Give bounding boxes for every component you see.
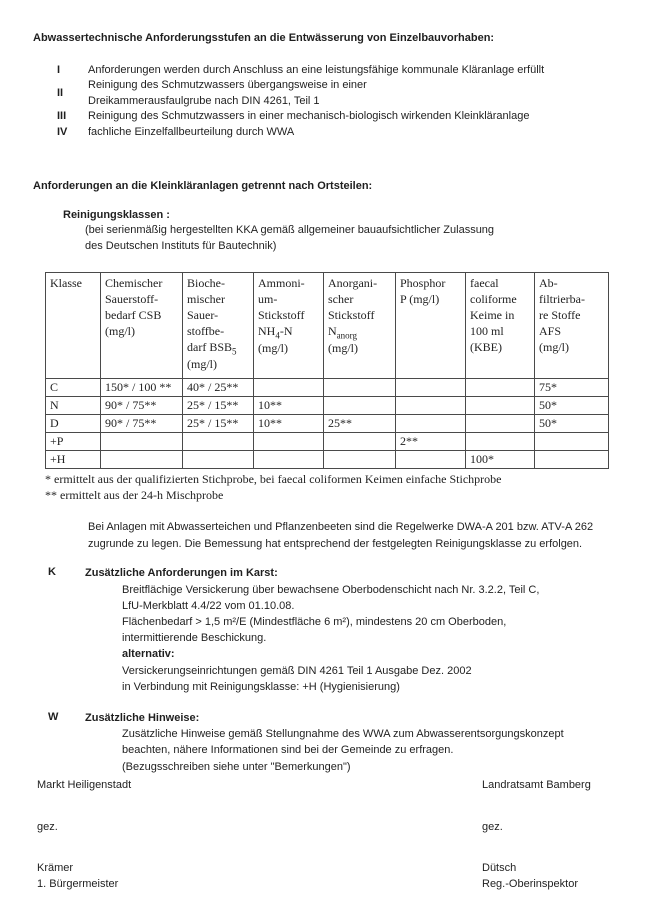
cell-bsb xyxy=(183,433,254,451)
signature-role: 1. Bürgermeister xyxy=(37,877,119,890)
cell-nh4: 10** xyxy=(254,397,324,415)
col-header-klasse: Klasse xyxy=(46,273,101,379)
signature-org: Landratsamt Bamberg xyxy=(482,779,591,791)
col-header-nanorg: Anorgani- scher Stickstoff $N_{anorg}$ (mg/l) xyxy=(324,273,396,379)
cell-nh4 xyxy=(254,379,324,397)
karst-section xyxy=(33,565,640,695)
section-letter-w: W xyxy=(48,711,59,724)
reinigungsklassen-note xyxy=(85,223,640,254)
table-row xyxy=(46,451,609,469)
document-title: Abwassertechnische Anforderungsstufen an die Entwässerung von Einzelbauvorhaben: xyxy=(33,32,495,44)
col-header-csb: Chemischer Sauerstoff- bedarf CSB (mg/l) xyxy=(101,273,183,379)
karst-line: in Verbindung mit Reinigungsklasse: +H (Hygienisierung) xyxy=(122,680,400,693)
cell-faecal xyxy=(466,433,535,451)
table-row xyxy=(46,379,609,397)
signature-gez: gez. xyxy=(37,820,58,833)
cell-faecal: 100* xyxy=(466,451,535,469)
hinweise-line: Zusätzliche Hinweise gemäß Stellungnahme des WWA zum Abwasserentsorgungskonzept xyxy=(122,728,564,741)
signature-name: Dütsch xyxy=(482,862,517,874)
cell-bsb: 40* / 25** xyxy=(183,379,254,397)
cell-nanorg xyxy=(324,451,396,469)
cell-nh4 xyxy=(254,451,324,469)
requirement-level-item xyxy=(33,109,640,125)
level-text-line: Dreikammerausfaulgrube nach DIN 4261, Teil 1 xyxy=(88,94,320,107)
cell-faecal xyxy=(466,415,535,433)
table-header-row xyxy=(46,273,609,379)
signature-right xyxy=(482,778,591,892)
cell-csb: 150* / 100 ** xyxy=(101,379,183,397)
cell-bsb: 25* / 15** xyxy=(183,397,254,415)
note-line: (bei serienmäßig hergestellten KKA gemäß allgemeiner bauaufsichtlicher Zulassung xyxy=(85,224,495,236)
karst-line: LfU-Merkblatt 4.4/22 vom 01.10.08. xyxy=(122,599,295,612)
cell-nanorg xyxy=(324,397,396,415)
level-numeral: II xyxy=(57,86,64,99)
regelwerke-paragraph xyxy=(88,519,640,553)
signature-role: Reg.-Oberinspektor xyxy=(482,877,578,890)
cell-klasse: C xyxy=(46,379,101,397)
signature-block xyxy=(0,778,660,898)
hinweise-section xyxy=(33,710,640,775)
cell-klasse: D xyxy=(46,415,101,433)
cell-p xyxy=(396,415,466,433)
paragraph-line: zugrunde zu legen. Die Bemessung hat entsprechend der festgelegten Reinigungsklasse zu erfolgen. xyxy=(88,538,583,551)
section-heading-ortsteile: Anforderungen an die Kleinkläranlagen getrennt nach Ortsteilen: xyxy=(33,180,373,192)
requirement-levels-list xyxy=(33,63,640,141)
cell-afs xyxy=(535,433,609,451)
cell-afs: 50* xyxy=(535,397,609,415)
cell-nanorg: 25** xyxy=(324,415,396,433)
cell-csb xyxy=(101,451,183,469)
cell-p xyxy=(396,451,466,469)
hinweise-heading: Zusätzliche Hinweise: xyxy=(85,712,200,725)
karst-body xyxy=(122,582,640,695)
col-header-bsb: Bioche- mischer Sauer- stoffbe- darf $BSB_5$ (mg/l) xyxy=(183,273,254,379)
cell-nanorg xyxy=(324,433,396,451)
hinweise-line: beachten, nähere Informationen sind bei der Gemeinde zu erfragen. xyxy=(122,744,454,757)
level-text-line: Anforderungen werden durch Anschluss an eine leistungsfähige kommunale Kläranlage erfüllt xyxy=(88,63,545,76)
level-numeral: IV xyxy=(57,125,68,138)
table-footnotes xyxy=(45,471,640,503)
cell-faecal xyxy=(466,379,535,397)
level-text-line: fachliche Einzelfallbeurteilung durch WWA xyxy=(88,125,295,138)
cell-afs: 50* xyxy=(535,415,609,433)
requirement-level-item xyxy=(33,63,640,79)
cell-nh4: 10** xyxy=(254,415,324,433)
cell-klasse: N xyxy=(46,397,101,415)
karst-line: Versickerungseinrichtungen gemäß DIN 4261 Teil 1 Ausgabe Dez. 2002 xyxy=(122,664,472,677)
alternativ-label: alternativ: xyxy=(122,648,175,661)
level-numeral: I xyxy=(57,63,61,76)
hinweise-body xyxy=(122,726,640,775)
cell-csb xyxy=(101,433,183,451)
cell-p xyxy=(396,397,466,415)
footnote-line: ** ermittelt aus der 24-h Mischprobe xyxy=(45,488,224,503)
signature-name: Krämer xyxy=(37,862,74,874)
signature-org: Markt Heiligenstadt xyxy=(37,779,132,791)
table-row xyxy=(46,415,609,433)
karst-line: intermittierende Beschickung. xyxy=(122,632,267,645)
level-text-line: Reinigung des Schmutzwassers in einer mechanisch-biologisch wirkenden Kleinkläranlage xyxy=(88,110,530,122)
reinigungsklassen-table xyxy=(45,272,609,469)
cell-faecal xyxy=(466,397,535,415)
level-text-line: Reinigung des Schmutzwassers übergangsweise in einer xyxy=(88,79,367,91)
requirement-level-item xyxy=(33,78,640,109)
cell-nanorg xyxy=(324,379,396,397)
cell-p: 2** xyxy=(396,433,466,451)
cell-afs xyxy=(535,451,609,469)
cell-nh4 xyxy=(254,433,324,451)
note-line: des Deutschen Instituts für Bautechnik) xyxy=(85,239,277,252)
col-header-phosphor: Phosphor P (mg/l) xyxy=(396,273,466,379)
col-header-nh4: Ammoni- um- Stickstoff $NH_4-N$ (mg/l) xyxy=(254,273,324,379)
requirement-level-item xyxy=(33,125,640,141)
signature-gez: gez. xyxy=(482,820,503,833)
table-row xyxy=(46,397,609,415)
cell-csb: 90* / 75** xyxy=(101,397,183,415)
karst-line: Breitflächige Versickerung über bewachsene Oberbodenschicht nach Nr. 3.2.2, Teil C, xyxy=(122,583,540,596)
signature-left xyxy=(37,778,131,892)
cell-bsb xyxy=(183,451,254,469)
cell-bsb: 25* / 15** xyxy=(183,415,254,433)
hinweise-line: (Bezugsschreiben siehe unter "Bemerkungen") xyxy=(122,760,351,773)
cell-klasse: +H xyxy=(46,451,101,469)
section-letter-k: K xyxy=(48,566,56,579)
karst-line: Flächenbedarf > 1,5 m²/E (Mindestfläche 6 m²), mindestens 20 cm Oberboden, xyxy=(122,616,507,628)
level-numeral: III xyxy=(57,110,67,122)
cell-csb: 90* / 75** xyxy=(101,415,183,433)
karst-heading: Zusätzliche Anforderungen im Karst: xyxy=(85,567,278,580)
cell-p xyxy=(396,379,466,397)
table-row xyxy=(46,433,609,451)
col-header-faecal: faecal coliforme Keime in 100 ml (KBE) xyxy=(466,273,535,379)
reinigungsklassen-heading: Reinigungsklassen : xyxy=(63,208,170,221)
paragraph-line: Bei Anlagen mit Abwasserteichen und Pflanzenbeeten sind die Regelwerke DWA-A 201 bzw. ATV-A 262 xyxy=(88,521,594,534)
col-header-afs: Ab- filtrierba- re Stoffe AFS (mg/l) xyxy=(535,273,609,379)
cell-afs: 75* xyxy=(535,379,609,397)
cell-klasse: +P xyxy=(46,433,101,451)
footnote-line: * ermittelt aus der qualifizierten Stichprobe, bei faecal coliformen Keimen einfache Stichprobe xyxy=(45,472,502,487)
